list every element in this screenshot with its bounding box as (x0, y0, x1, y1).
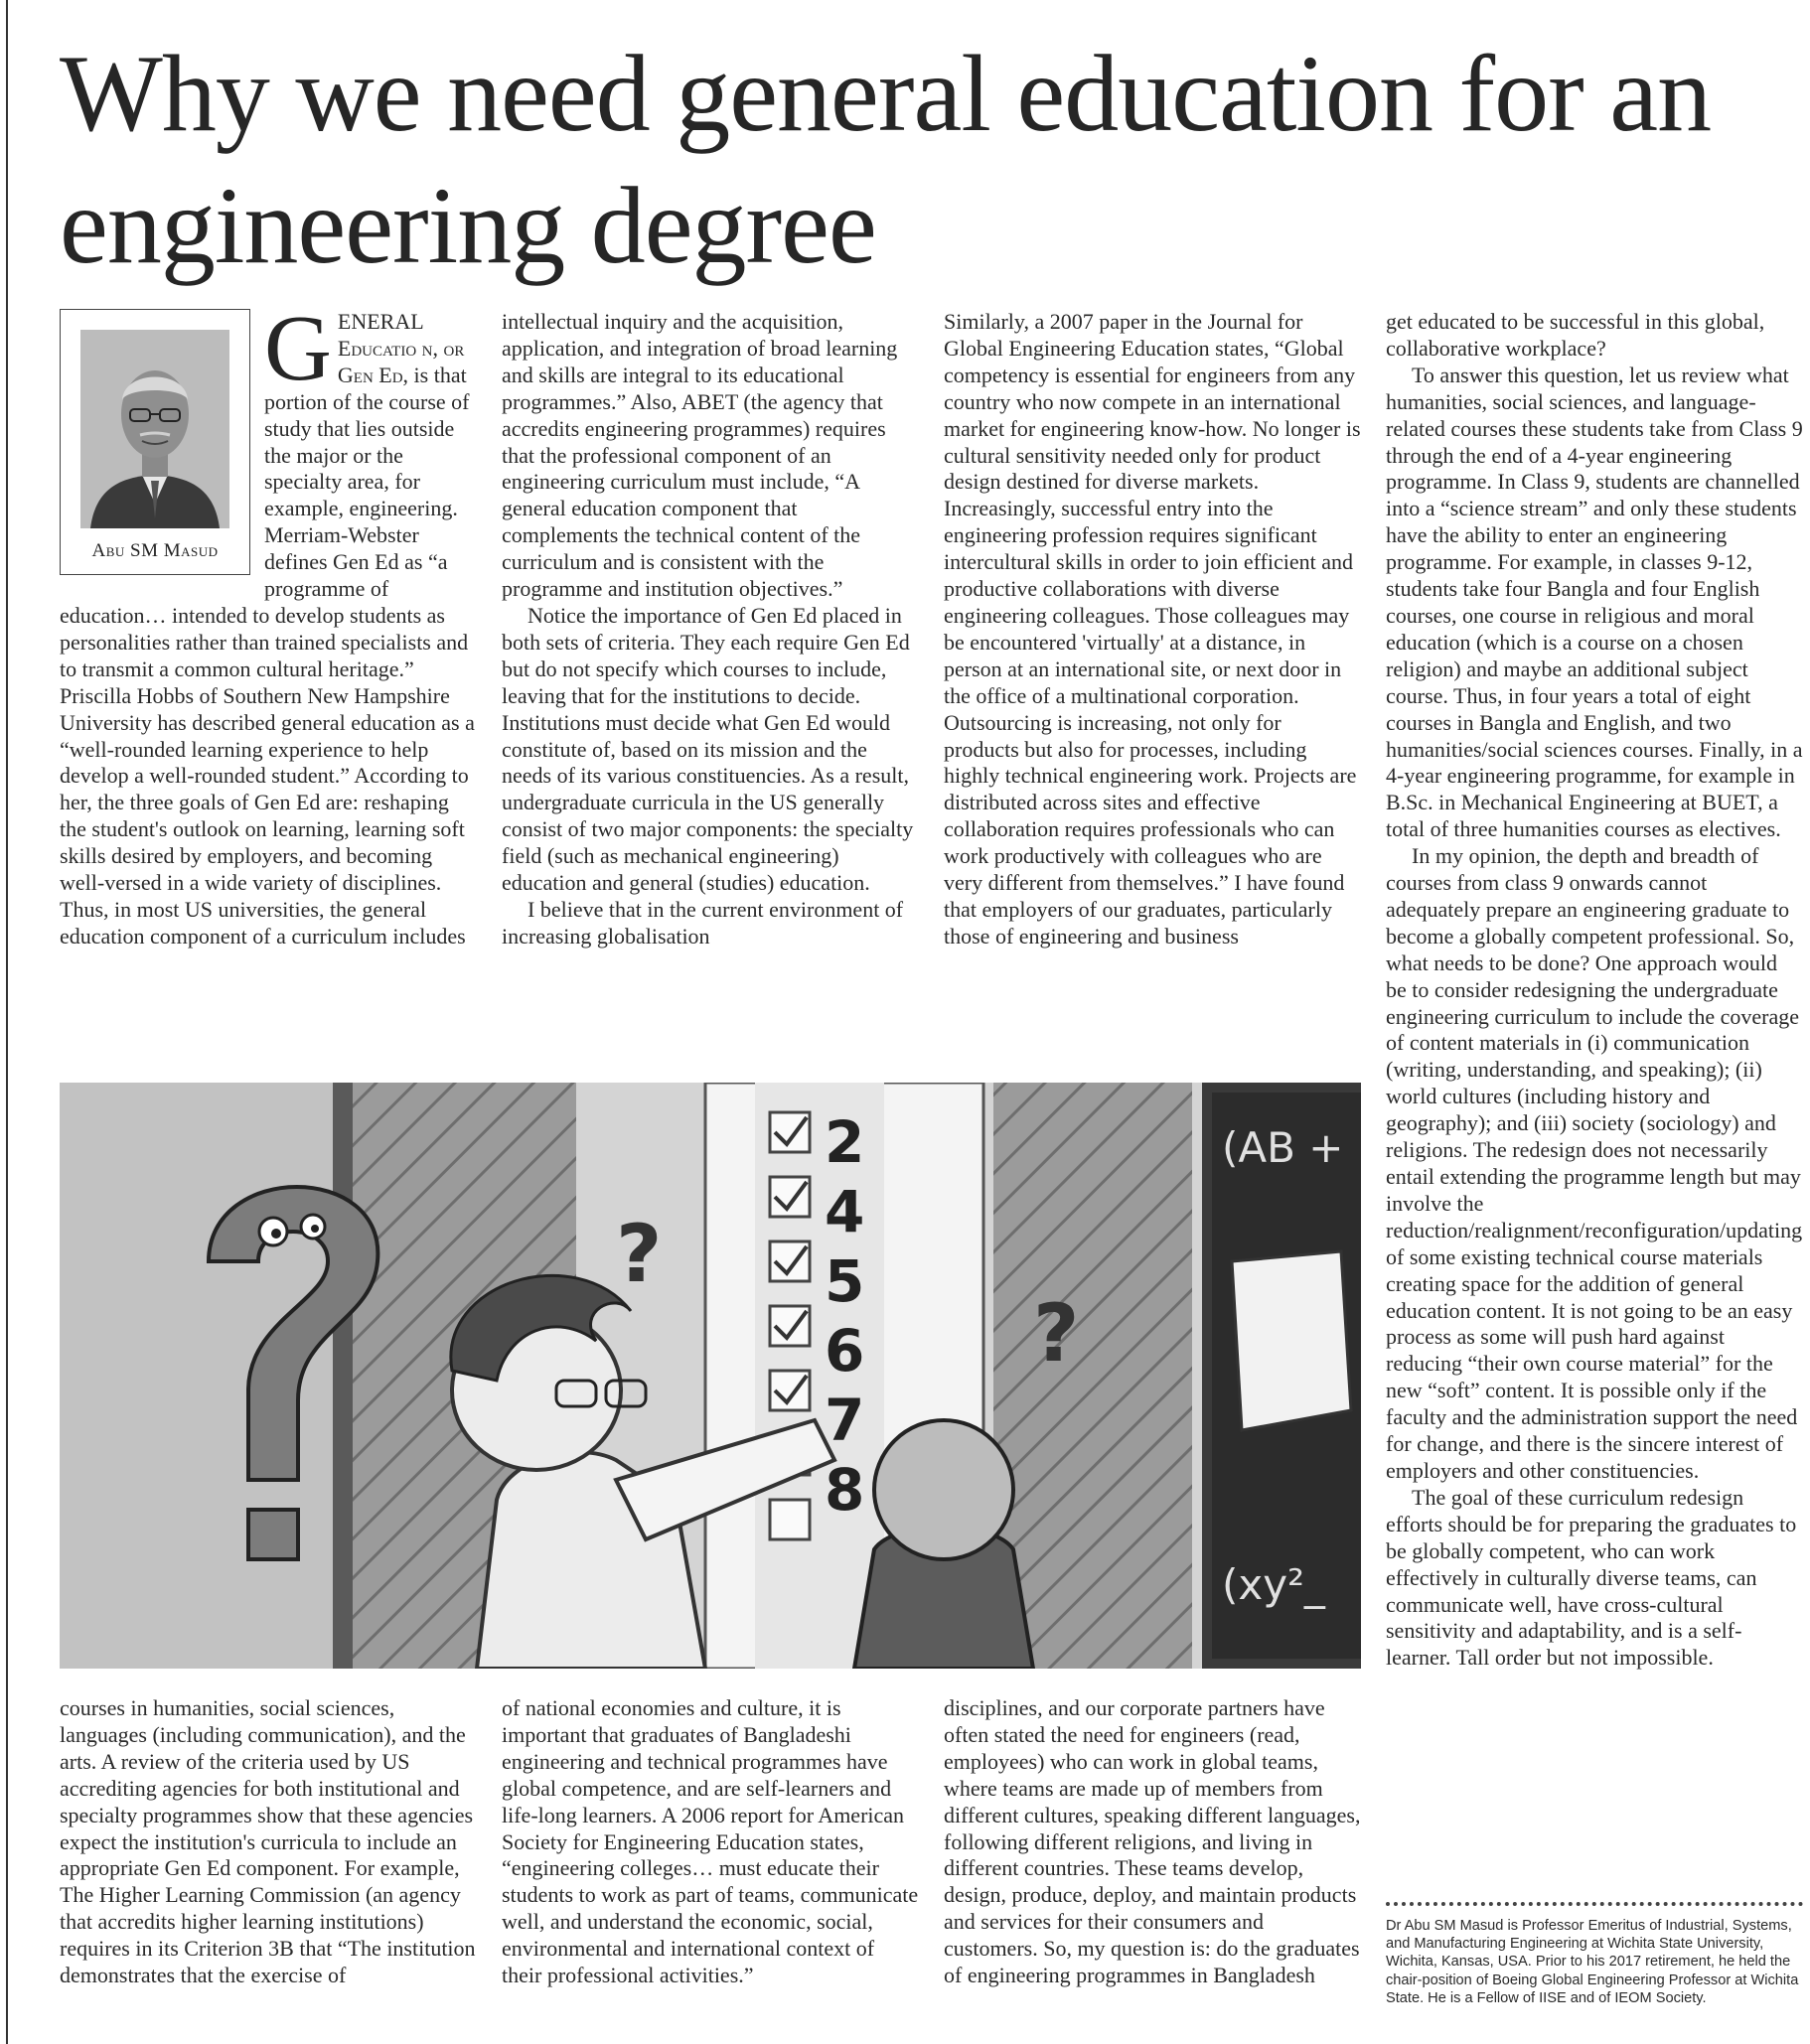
article-headline: Why we need general education for an engineering degree (60, 33, 1712, 286)
article-paragraph: of national economies and culture, it is important that graduates of Bangladeshi engineering and technical programmes have global competence, and are self-learners and life-long learners. A 2006 report for American Society for Engineering Education states, “engineering colleges… must educate their students to work as part of teams, communicate well, and understand the economic, social, environmental and international context of their professional activities.” (502, 1695, 919, 1988)
paragraph-text: is that portion of the course of study that lies outside the major or the specialty area, for example, engineering. Merriam-Webster defines Gen Ed as “a programme of education… intended to develop students as personalities rather than trained specialists and to transmit a common cultural heritage.” Priscilla Hobbs of Southern New Hampshire University has described general education as a “well-rounded learning experience to help develop a well-rounded student.” According to her, the three goals of Gen Ed are: reshaping the student's outlook on learning, learning soft skills desired by employers, and becoming well-versed in a wide variety of disciplines. Thus, in most US universities, the general education component of a curriculum includes (60, 362, 475, 949)
cartoon-illustration-icon (60, 1083, 1361, 1669)
article-column-2-top (502, 309, 919, 1059)
article-column-3-top (944, 309, 1361, 1059)
page-left-border (6, 0, 8, 2044)
question-mark-label: ? (1033, 1287, 1080, 1380)
question-mark-label: ? (616, 1208, 663, 1300)
article-paragraph: courses in humanities, social sciences, languages (including communication), and the arts. A review of the criteria used by US accrediting agencies for both institutional and specialty programmes show that these agencies expect the institution's curricula to include an appropriate Gen Ed component. For example, The Higher Learning Commission (an agency that accredits higher learning institutions) requires in its Criterion 3B that “The institution demonstrates that the exercise of (60, 1695, 476, 1988)
author-bio-text: Dr Abu SM Masud is Professor Emeritus of Industrial, Systems, and Manufacturing Engineering at Wichita State University, Wichita, Kansas, USA. Prior to his 2017 retirement, he held the chair-position of Boeing Global Engineering Professor at Wichita State. He is a Fellow of IISE and of IEOM Society. (1386, 1918, 1799, 2006)
author-bio (1386, 1917, 1803, 2007)
article-paragraph: To answer this question, let us review what humanities, social sciences, and language-related courses these students take from Class 9 through the end of a 4-year engineering programme. In Class 9, students are channelled into a “science stream” and only these students have the ability to enter an engineering programme. For example, in classes 9-12, students take four Bangla and four English courses, one course in religious and moral education (which is a course on a chosen religion) and maybe an additional subject course. Thus, in four years a total of eight courses in Bangla and English, and two humanities/social sciences courses. Finally, in a 4-year engineering programme, for example in B.Sc. in Mechanical Engineering at BUET, a total of three humanities courses as electives. (1386, 362, 1803, 842)
bio-divider (1386, 1902, 1803, 1906)
blackboard-formula: (AB + (1222, 1123, 1344, 1172)
article-paragraph: I believe that in the current environment of increasing globalisation (502, 896, 904, 949)
article-column-2-bottom (502, 1695, 919, 2041)
article-paragraph: The goal of these curriculum redesign efforts should be for preparing the graduates to be globally competent, who can work effectively in culturally diverse teams, can communicate well, have cross-cultural sensitivity and adaptability, and is a self-learner. Tall order but not impossible. (1386, 1484, 1797, 1671)
article-paragraph: Notice the importance of Gen Ed placed in both sets of criteria. They each require Gen Ed but do not specify which courses to include, leaving that for the institutions to decide. Institutions must decide what Gen Ed would constitute of, based on its mission and the needs of its various constituencies. As a result, undergraduate curricula in the US generally consist of two major components: the specialty field (such as mechanical engineering) education and general (studies) education. (502, 602, 914, 896)
blackboard-formula: (xy²_ (1222, 1560, 1325, 1609)
lead-in-text: ENERAL Educatio n, or Gen Ed, (337, 309, 465, 387)
author-name: Abu SM Masud (91, 540, 219, 561)
article-paragraph: Similarly, a 2007 paper in the Journal for Global Engineering Education states, “Global competency is essential for engineers from any country who now compete in an international market for engineering know-how. No longer is cultural sensitivity needed only for product design destined for diverse markets. Increasingly, successful entry into the engineering profession requires significant intercultural skills in order to join efficient and productive collaborations with diverse engineering colleagues. Those colleagues may be encountered 'virtually' at a distance, in person at an international site, or next door in the office of a multinational corporation. Outsourcing is increasing, not only for products but also for processes, including highly technical engineering work. Projects are distributed across sites and effective collaboration requires professionals who can work productively with colleagues who are very different from themselves.” I have found that employers of our graduates, particularly those of engineering and business (944, 309, 1361, 949)
checklist-number: 4 (825, 1178, 865, 1245)
checklist-number: 8 (825, 1456, 865, 1524)
article-paragraph: disciplines, and our corporate partners have often stated the need for engineers (read, employees) who can work in global teams, where teams are made up of members from different cultures, speaking different languages, following different religions, and living in different countries. These teams develop, design, produce, deploy, and maintain products and services for their consumers and customers. So, my question is: do the graduates of engineering programmes in Bangladesh (944, 1695, 1361, 1988)
drop-cap-letter: G (264, 309, 332, 400)
checklist-number: 6 (825, 1317, 865, 1385)
checklist-number: 5 (825, 1247, 865, 1315)
article-paragraph: In my opinion, the depth and breadth of courses from class 9 onwards cannot adequately prepare an engineering graduate to become a globally competent professional. So, what needs to be done? One approach would be to consider redesigning the undergraduate engineering curriculum to include the coverage of content materials in (i) communication (writing, understanding, and speaking); (ii) world cultures (including history and geography); and (iii) society (sociology) and religions. The redesign does not necessarily entail extending the programme length but may involve the reduction/realignment/reconfiguration/updating of some existing technical course materials creating space for the addition of general education content. It is not going to be an easy process as some will push hard against reducing “their own course material” for the new “soft” content. It is possible only if the faculty and the administration support the need for change, and there is the sincere interest of employers and other constituencies. (1386, 843, 1803, 1483)
article-column-1-top (60, 309, 477, 1059)
article-column-3-bottom (944, 1695, 1361, 2041)
article-column-1-bottom (60, 1695, 477, 2041)
article-paragraph: intellectual inquiry and the acquisition, application, and integration of broad learning and skills are integral to its educational programmes.” Also, ABET (the agency that accredits engineering programmes) requires that the professional component of an engineering curriculum must include, “A general education component that complements the technical content of the curriculum and is consistent with the programme and institution objectives.” (502, 309, 898, 602)
article-column-4 (1386, 309, 1803, 1908)
checklist-number: 7 (825, 1387, 865, 1454)
article-paragraph: get educated to be successful in this global, collaborative workplace? (1386, 309, 1765, 361)
author-byline-box (60, 309, 250, 575)
author-portrait-icon (80, 330, 229, 528)
checklist-number: 2 (825, 1108, 865, 1176)
